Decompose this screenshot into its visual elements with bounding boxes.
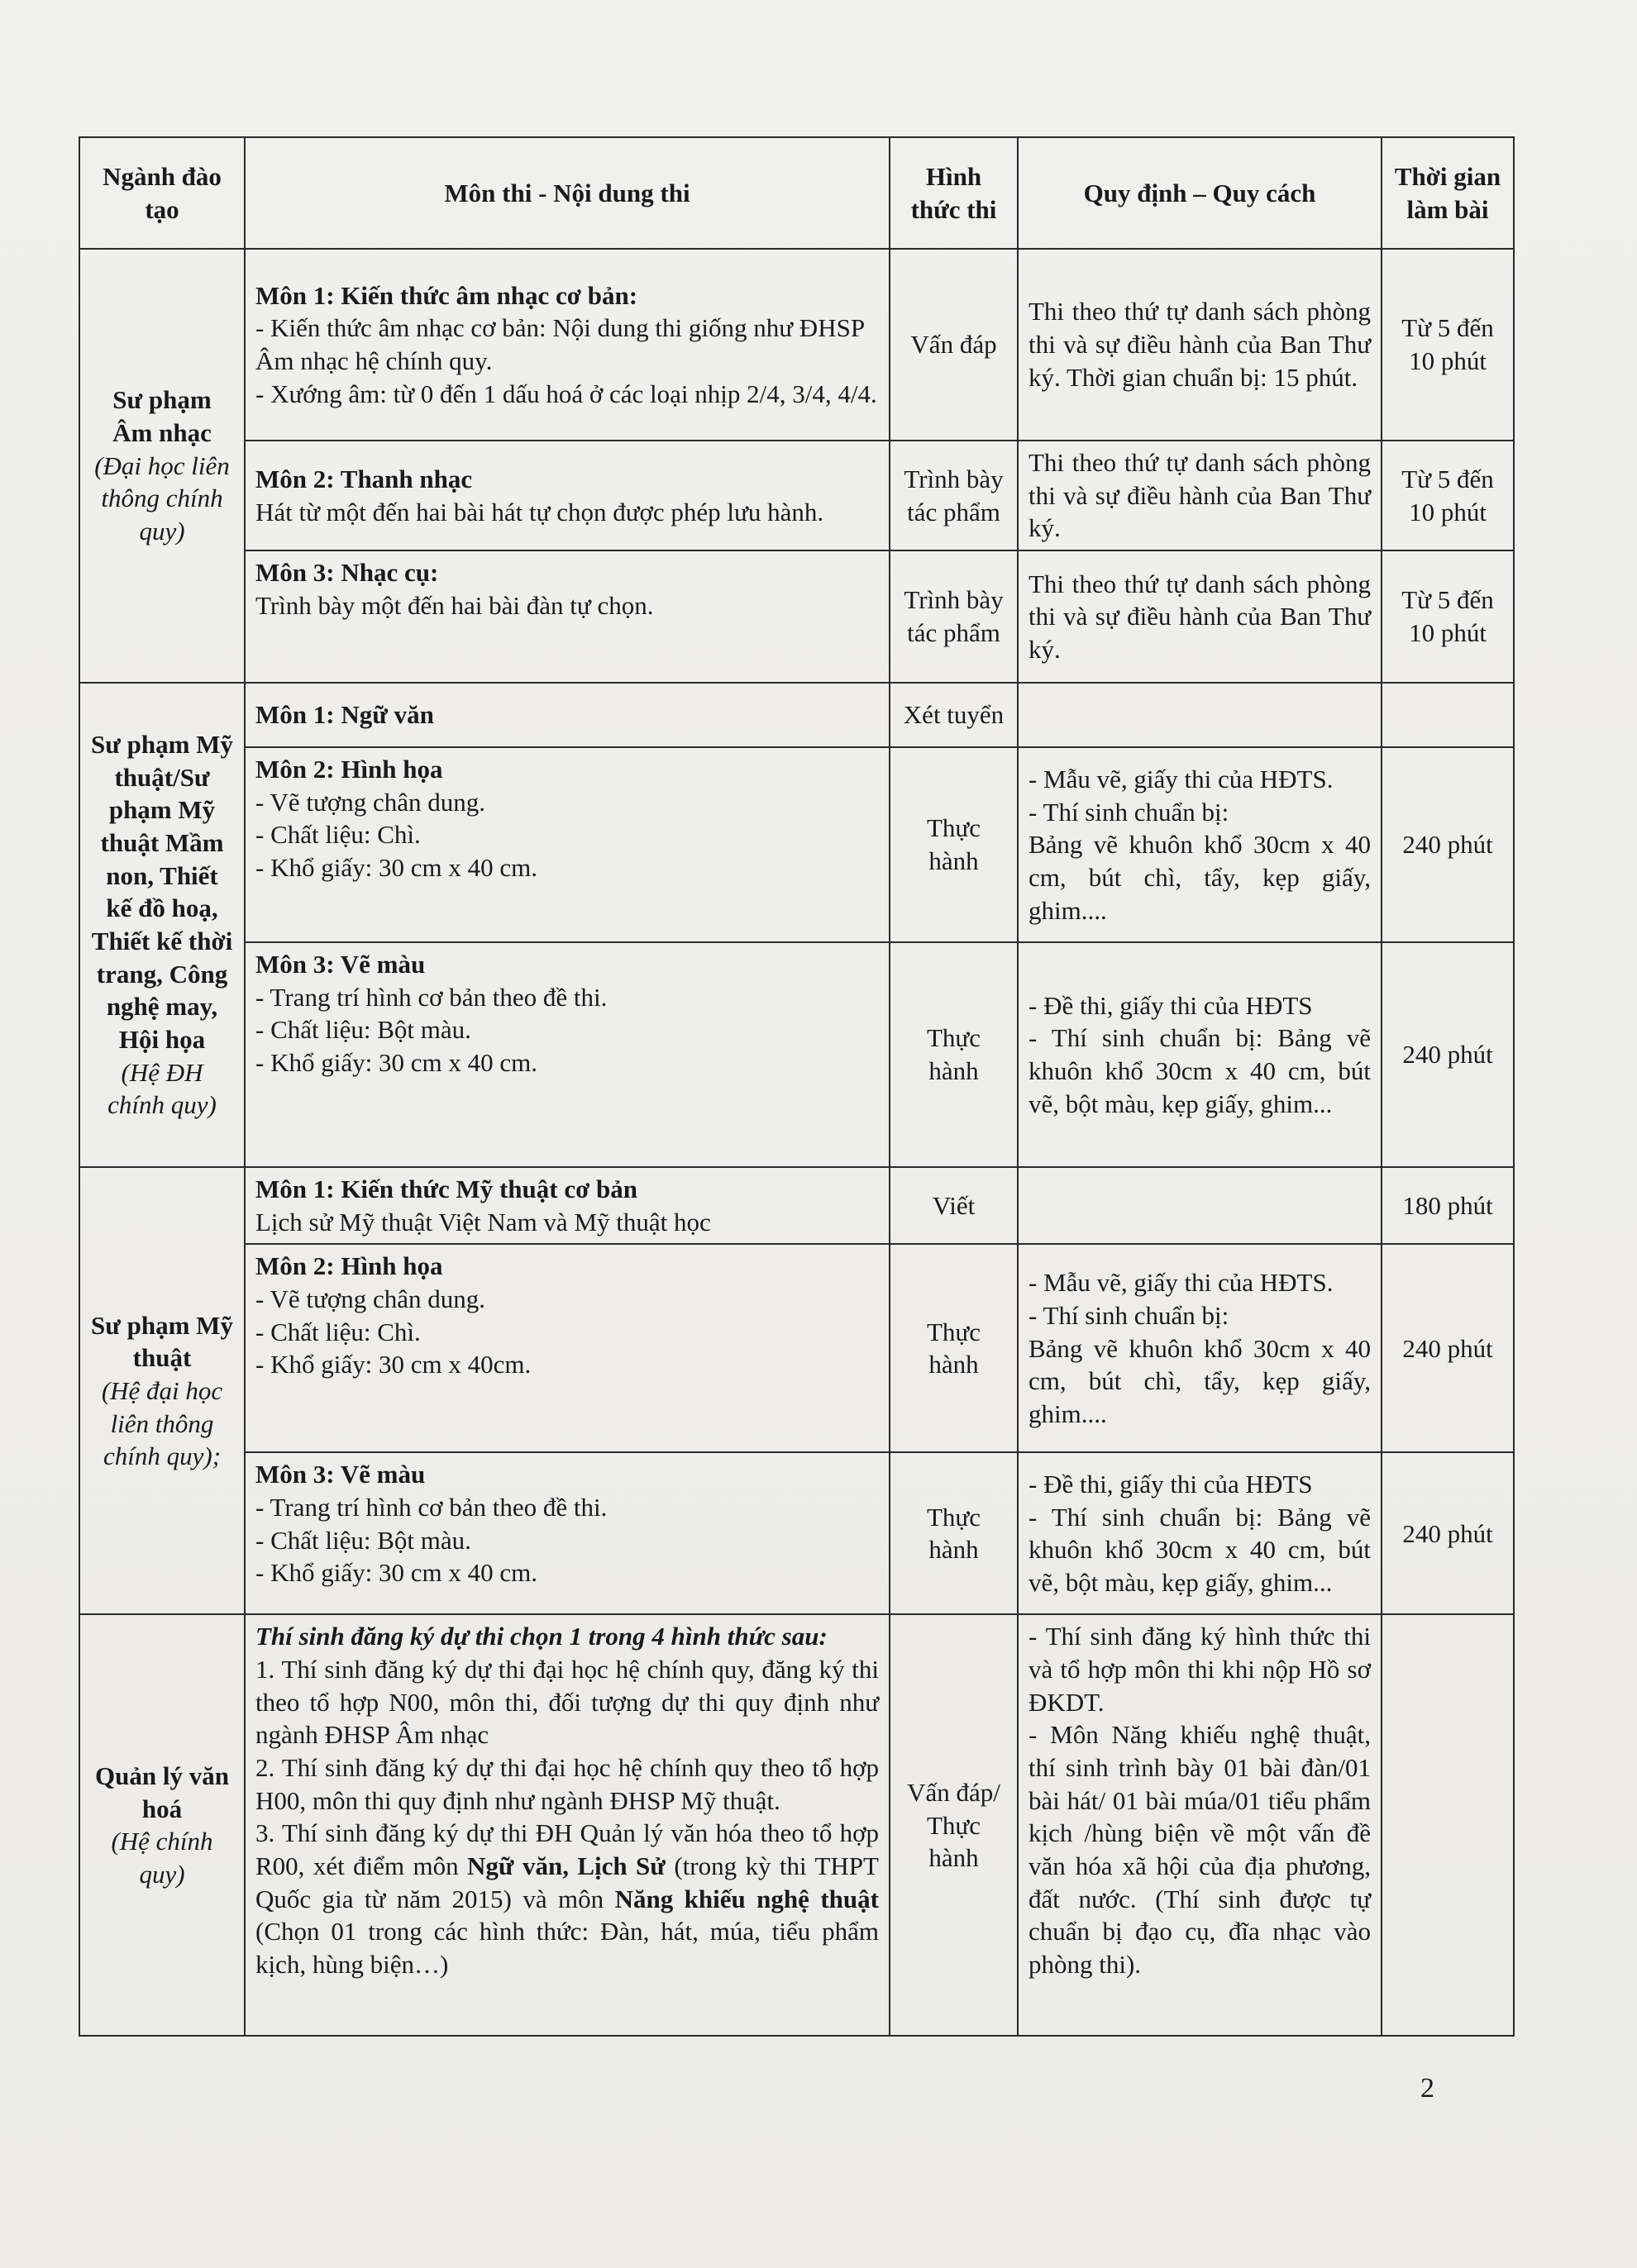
subject-title: Môn 3: Vẽ màu (255, 1460, 426, 1489)
rule-line: - Đề thi, giấy thi của HĐTS (1028, 1470, 1313, 1499)
major-note: (Hệ ĐH chính quy) (107, 1057, 217, 1120)
rule-line: - Mẫu vẽ, giấy thi của HĐTS. (1028, 1268, 1334, 1298)
subject-line: 1. Thí sinh đăng ký dự thi đại học hệ chính quy, đăng ký thi theo tổ hợp N00, môn thi, đối tượng dự thi quy định như ngành ĐHSP Âm nhạc (255, 1655, 879, 1750)
subject-line: - Trang trí hình cơ bản theo đề thi. (255, 1493, 608, 1522)
rule-line: - Thí sinh đăng ký hình thức thi và tổ hợp môn thi khi nộp Hồ sơ ĐKDT. (1028, 1622, 1371, 1717)
rule-line: - Thí sinh chuẩn bị: (1028, 1300, 1229, 1330)
subject-cell (245, 942, 890, 1167)
subject-line: Lịch sử Mỹ thuật Việt Nam và Mỹ thuật học (255, 1207, 711, 1236)
page-number: 2 (1420, 2073, 1434, 2104)
table-row (79, 1614, 1514, 2036)
bold-text: Ngữ văn, Lịch Sử (467, 1851, 666, 1881)
subject-title: Môn 2: Thanh nhạc (255, 464, 473, 493)
form-cell: Thực hành (890, 1244, 1018, 1452)
text-run: (trong kỳ thi THPT Quốc gia từ năm 2015) và môn (255, 1851, 879, 1913)
subject-line: Trình bày một đến hai bài đàn tự chọn. (255, 590, 654, 620)
subject-line: - Khổ giấy: 30 cm x 40 cm. (255, 1558, 537, 1588)
time-cell: 240 phút (1382, 942, 1514, 1167)
table-row (79, 249, 1514, 441)
rule-cell: Thi theo thứ tự danh sách phòng thi và sự điều hành của Ban Thư ký. Thời gian chuẩn bị: 15 phút. (1018, 249, 1382, 441)
rule-line: - Thí sinh chuẩn bị: (1028, 797, 1229, 827)
form-cell: Thực hành (890, 942, 1018, 1167)
rule-line: Bảng vẽ khuôn khổ 30cm x 40 cm, bút chì, tẩy, kẹp giấy, ghim.... (1028, 830, 1371, 925)
subject-line (255, 1817, 879, 1980)
rule-cell (1018, 1244, 1382, 1452)
table-row (79, 441, 1514, 550)
form-cell: Viết (890, 1167, 1018, 1244)
form-cell: Trình bày tác phẩm (890, 441, 1018, 550)
subject-line: - Chất liệu: Chì. (255, 820, 421, 850)
subject-line: - Kiến thức âm nhạc cơ bản: Nội dung thi giống như ĐHSP Âm nhạc hệ chính quy. (255, 313, 864, 375)
subject-title: Môn 2: Hình họa (255, 1251, 443, 1281)
subject-title: Môn 2: Hình họa (255, 755, 443, 784)
time-cell (1382, 1614, 1514, 2036)
subject-cell (245, 249, 890, 441)
exam-table (79, 136, 1515, 2037)
major-note: (Hệ đại học liên thông chính quy); (101, 1375, 223, 1471)
time-cell: 240 phút (1382, 1452, 1514, 1614)
table-row (79, 683, 1514, 747)
major-name: Sư phạm Mỹ thuật/Sư phạm Mỹ thuật Mầm non, Thiết kế đồ hoạ, Thiết kế thời trang, Công nghệ may, Hội họa (91, 729, 233, 1055)
header-subject: Môn thi - Nội dung thi (245, 137, 890, 249)
subject-line: - Trang trí hình cơ bản theo đề thi. (255, 982, 608, 1012)
subject-intro: Thí sinh đăng ký dự thi chọn 1 trong 4 hình thức sau: (255, 1622, 828, 1651)
time-cell: Từ 5 đến 10 phút (1382, 249, 1514, 441)
table-row (79, 1244, 1514, 1452)
rule-cell (1018, 1167, 1382, 1244)
major-note: (Đại học liên thông chính quy) (94, 450, 230, 546)
subject-line: - Khổ giấy: 30 cm x 40 cm. (255, 1048, 537, 1078)
major-cell (79, 249, 245, 683)
subject-title: Môn 3: Vẽ màu (255, 950, 426, 979)
text-run: 3. Thí sinh đăng ký dự thi ĐH Quản lý văn hóa theo tổ hợp R00, xét điểm môn (255, 1818, 879, 1881)
subject-line: Hát từ một đến hai bài hát tự chọn được phép lưu hành. (255, 497, 824, 526)
subject-cell (245, 683, 890, 747)
time-cell: 240 phút (1382, 747, 1514, 942)
subject-line: 2. Thí sinh đăng ký dự thi đại học hệ chính quy theo tổ hợp H00, môn thi quy định như ngành ĐHSP Mỹ thuật. (255, 1753, 879, 1815)
subject-cell (245, 1452, 890, 1614)
form-cell: Vấn đáp/ Thực hành (890, 1614, 1018, 2036)
subject-line: - Vẽ tượng chân dung. (255, 787, 485, 817)
rule-cell: Thi theo thứ tự danh sách phòng thi và sự điều hành của Ban Thư ký. (1018, 550, 1382, 683)
header-time: Thời gian làm bài (1382, 137, 1514, 249)
subject-line: - Khổ giấy: 30 cm x 40cm. (255, 1350, 532, 1379)
major-note: (Hệ chính quy) (111, 1827, 213, 1889)
subject-cell (245, 747, 890, 942)
rule-line: - Môn Năng khiếu nghệ thuật, thí sinh trình bày 01 bài đàn/01 bài hát/ 01 bài múa/01 tiểu phẩm kịch /hùng biện về một vấn đề văn hóa xã hội của địa phương, đất nước. (Thí sinh được tự chuẩn bị đạo cụ, đĩa nhạc vào phòng thi). (1028, 1720, 1371, 1980)
table-row (79, 550, 1514, 683)
subject-title: Môn 1: Kiến thức Mỹ thuật cơ bản (255, 1174, 638, 1204)
text-run: (Chọn 01 trong các hình thức: Đàn, hát, múa, tiểu phẩm kịch, hùng biện…) (255, 1917, 879, 1980)
table-header-row (79, 137, 1514, 249)
form-cell: Trình bày tác phẩm (890, 550, 1018, 683)
rule-line: Bảng vẽ khuôn khổ 30cm x 40 cm, bút chì, tẩy, kẹp giấy, ghim.... (1028, 1333, 1371, 1428)
rule-cell (1018, 683, 1382, 747)
time-cell: Từ 5 đến 10 phút (1382, 550, 1514, 683)
subject-cell (245, 441, 890, 550)
rule-line: - Mẫu vẽ, giấy thi của HĐTS. (1028, 764, 1334, 793)
subject-cell (245, 1614, 890, 2036)
table-row (79, 747, 1514, 942)
form-cell: Thực hành (890, 1452, 1018, 1614)
subject-line: - Chất liệu: Bột màu. (255, 1525, 471, 1555)
subject-line: - Chất liệu: Bột màu. (255, 1015, 471, 1045)
subject-title: Môn 1: Ngữ văn (255, 700, 434, 730)
header-form: Hình thức thi (890, 137, 1018, 249)
time-cell (1382, 683, 1514, 747)
subject-line: - Xướng âm: từ 0 đến 1 dấu hoá ở các loại nhịp 2/4, 3/4, 4/4. (255, 379, 877, 408)
rule-line: - Đề thi, giấy thi của HĐTS (1028, 990, 1313, 1020)
form-cell: Vấn đáp (890, 249, 1018, 441)
major-name: Sư phạm Âm nhạc (112, 385, 212, 447)
rule-cell (1018, 1614, 1382, 2036)
time-cell: Từ 5 đến 10 phút (1382, 441, 1514, 550)
subject-line: - Khổ giấy: 30 cm x 40 cm. (255, 853, 537, 883)
subject-title: Môn 1: Kiến thức âm nhạc cơ bản: (255, 280, 638, 310)
rule-cell (1018, 1452, 1382, 1614)
rule-cell (1018, 942, 1382, 1167)
header-rule: Quy định – Quy cách (1018, 137, 1382, 249)
bold-text: Năng khiếu nghệ thuật (614, 1884, 879, 1913)
subject-cell (245, 550, 890, 683)
form-cell: Thực hành (890, 747, 1018, 942)
major-cell (79, 1167, 245, 1614)
subject-line: - Chất liệu: Chì. (255, 1317, 421, 1346)
form-cell: Xét tuyển (890, 683, 1018, 747)
subject-title: Môn 3: Nhạc cụ: (255, 558, 439, 588)
time-cell: 240 phút (1382, 1244, 1514, 1452)
table-row (79, 1452, 1514, 1614)
table-row (79, 1167, 1514, 1244)
rule-cell (1018, 747, 1382, 942)
major-name: Quản lý văn hoá (95, 1761, 229, 1823)
subject-cell (245, 1167, 890, 1244)
rule-line: - Thí sinh chuẩn bị: Bảng vẽ khuôn khổ 30cm x 40 cm, bút vẽ, bột màu, kẹp giấy, ghim... (1028, 1502, 1371, 1598)
major-name: Sư phạm Mỹ thuật (91, 1310, 233, 1373)
rule-cell: Thi theo thứ tự danh sách phòng thi và sự điều hành của Ban Thư ký. (1018, 441, 1382, 550)
time-cell: 180 phút (1382, 1167, 1514, 1244)
subject-cell (245, 1244, 890, 1452)
major-cell (79, 683, 245, 1167)
rule-line: - Thí sinh chuẩn bị: Bảng vẽ khuôn khổ 30cm x 40 cm, bút vẽ, bột màu, kẹp giấy, ghim... (1028, 1023, 1371, 1118)
major-cell (79, 1614, 245, 2036)
table-row (79, 942, 1514, 1167)
header-major: Ngành đào tạo (79, 137, 245, 249)
subject-line: - Vẽ tượng chân dung. (255, 1284, 485, 1314)
